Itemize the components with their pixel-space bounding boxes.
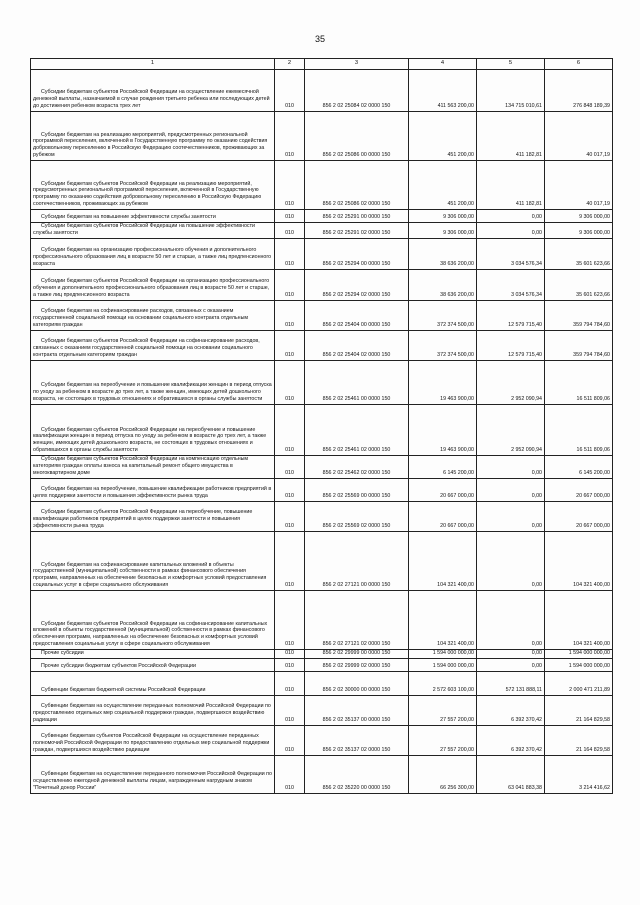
row-kbk-cell: 856 2 02 25084 02 0000 150 [305,70,409,112]
row-kbk-cell: 856 2 02 29999 00 0000 150 [305,650,409,659]
row-remaining-cell: 20 667 000,00 [545,479,613,502]
row-executed-cell: 411 182,81 [477,112,545,161]
row-remaining-cell: 35 601 623,66 [545,270,613,301]
table-row [31,70,613,112]
table-row [31,591,613,650]
row-remaining-cell: 104 321 400,00 [545,532,613,591]
row-approved-cell: 27 557 200,00 [409,696,477,726]
row-code-cell: 010 [275,479,305,502]
row-remaining-cell: 6 145 200,00 [545,456,613,479]
row-executed-cell: 411 182,81 [477,161,545,210]
row-code-cell: 010 [275,456,305,479]
row-remaining-cell: 20 667 000,00 [545,502,613,532]
row-code-cell: 010 [275,331,305,361]
row-approved-cell: 27 557 200,00 [409,726,477,756]
row-kbk-cell: 856 2 02 35137 00 0000 150 [305,696,409,726]
row-name-cell: Субсидии бюджетам субъектов Российской Федерации на компенсацию отдельным категориям граждан оплаты взноса на капитальный ремонт общего имущества в многоквартирном доме [31,456,275,479]
row-kbk-cell: 856 2 02 25462 02 0000 150 [305,456,409,479]
row-code-cell: 010 [275,659,305,672]
row-code-cell: 010 [275,112,305,161]
row-executed-cell: 0,00 [477,210,545,223]
row-code-cell: 010 [275,672,305,696]
row-approved-cell: 104 321 400,00 [409,591,477,650]
row-kbk-cell: 856 2 02 35137 02 0000 150 [305,726,409,756]
row-approved-cell: 9 306 000,00 [409,223,477,239]
row-approved-cell: 372 374 500,00 [409,301,477,331]
row-name-cell: Субсидии бюджетам субъектов Российской Федерации на организацию профессионального обучения и дополнительного профессионального образования лиц в возрасте 50 лет и старше, а также лиц предпенсионного возраста [31,270,275,301]
row-approved-cell: 38 636 200,00 [409,239,477,270]
row-code-cell: 010 [275,161,305,210]
row-kbk-cell: 856 2 02 35220 00 0000 150 [305,756,409,794]
row-kbk-cell: 856 2 02 25086 02 0000 150 [305,161,409,210]
row-approved-cell: 451 200,00 [409,161,477,210]
row-approved-cell: 1 594 000 000,00 [409,659,477,672]
table-row [31,756,613,794]
row-executed-cell: 2 952 090,94 [477,405,545,456]
row-kbk-cell: 856 2 02 25291 00 0000 150 [305,210,409,223]
row-executed-cell: 0,00 [477,502,545,532]
column-number-header: 3 [305,59,409,70]
row-code-cell: 010 [275,726,305,756]
row-name-cell: Субсидии бюджетам субъектов Российской Федерации на повышение эффективности службы занятости [31,223,275,239]
row-code-cell: 010 [275,502,305,532]
row-kbk-cell: 856 2 02 27121 00 0000 150 [305,532,409,591]
row-approved-cell: 372 374 500,00 [409,331,477,361]
row-executed-cell: 0,00 [477,223,545,239]
row-executed-cell: 0,00 [477,479,545,502]
row-code-cell: 010 [275,756,305,794]
column-number-header: 4 [409,59,477,70]
row-executed-cell: 2 952 090,94 [477,361,545,405]
row-kbk-cell: 856 2 02 25569 00 0000 150 [305,479,409,502]
row-remaining-cell: 276 848 189,39 [545,70,613,112]
row-code-cell: 010 [275,301,305,331]
row-approved-cell: 19 463 900,00 [409,405,477,456]
row-approved-cell: 20 667 000,00 [409,502,477,532]
row-executed-cell: 12 579 715,40 [477,331,545,361]
row-executed-cell: 0,00 [477,650,545,659]
table-row [31,502,613,532]
row-code-cell: 010 [275,361,305,405]
row-remaining-cell: 1 594 000 000,00 [545,659,613,672]
table-row [31,456,613,479]
table-row [31,301,613,331]
row-name-cell: Субвенции бюджетам на осуществление переданных полномочий Российской Федерации по предоставлению отдельных мер социальной поддержки граждан, подвергшихся воздействию радиации [31,696,275,726]
table-row [31,532,613,591]
row-approved-cell: 411 563 200,00 [409,70,477,112]
row-remaining-cell: 3 214 416,62 [545,756,613,794]
row-remaining-cell: 40 017,19 [545,161,613,210]
row-approved-cell: 1 594 000 000,00 [409,650,477,659]
row-executed-cell: 0,00 [477,659,545,672]
row-kbk-cell: 856 2 02 27121 02 0000 150 [305,591,409,650]
column-number-header: 2 [275,59,305,70]
row-kbk-cell: 856 2 02 25404 02 0000 150 [305,331,409,361]
row-name-cell: Субвенции бюджетам субъектов Российской Федерации на осуществление переданных полномочий Российской Федерации по предоставлению отдельных мер социальной поддержки граждан, подвергшихся воздействию радиации [31,726,275,756]
row-name-cell: Субсидии бюджетам субъектов Российской Федерации на переобучение, повышение квалификации работников предприятий в целях поддержки занятости и повышения эффективности рынка труда [31,502,275,532]
table-row [31,726,613,756]
table-row [31,223,613,239]
row-executed-cell: 134 715 010,61 [477,70,545,112]
row-remaining-cell: 359 794 784,60 [545,331,613,361]
row-name-cell: Субсидии бюджетам субъектов Российской Федерации на реализацию мероприятий, предусмотренных региональной программой переселения, включенной в Государственную программу по оказанию содействия добровольному переселению в Российскую Федерацию соотечественников, проживающих за рубежом [31,161,275,210]
row-kbk-cell: 856 2 02 25291 02 0000 150 [305,223,409,239]
row-kbk-cell: 856 2 02 30000 00 0000 150 [305,672,409,696]
table-row [31,239,613,270]
row-remaining-cell: 1 594 000 000,00 [545,650,613,659]
row-executed-cell: 6 392 370,42 [477,726,545,756]
row-remaining-cell: 40 017,19 [545,112,613,161]
page-number: 35 [314,34,325,44]
column-number-header: 6 [545,59,613,70]
table-row [31,331,613,361]
row-name-cell: Субвенции бюджетам бюджетной системы Российской Федерации [31,672,275,696]
row-remaining-cell: 9 306 000,00 [545,210,613,223]
row-name-cell: Субсидии бюджетам субъектов Российской Федерации на переобучение и повышение квалификации женщин в период отпуска по уходу за ребенком в возрасте до трех лет, а также женщин, имеющих детей дошкольного возраста, не состоящих в трудовых отношениях и обратившихся в органы службы занятости [31,405,275,456]
column-number-header: 5 [477,59,545,70]
row-remaining-cell: 21 164 829,58 [545,726,613,756]
row-code-cell: 010 [275,650,305,659]
table-row [31,650,613,659]
table-row [31,112,613,161]
budget-table [30,58,613,794]
row-remaining-cell: 16 511 809,06 [545,405,613,456]
table-row [31,696,613,726]
row-name-cell: Субсидии бюджетам на повышение эффективности службы занятости [31,210,275,223]
table-body [31,70,613,794]
row-name-cell: Субвенции бюджетам на осуществление переданного полномочия Российской Федерации по осуществлению ежегодной денежной выплаты лицам, награжденным нагрудным знаком "Почетный донор России" [31,756,275,794]
row-kbk-cell: 856 2 02 25086 00 0000 150 [305,112,409,161]
row-code-cell: 010 [275,223,305,239]
row-kbk-cell: 856 2 02 25461 00 0000 150 [305,361,409,405]
table-row [31,161,613,210]
row-executed-cell: 63 041 883,38 [477,756,545,794]
row-remaining-cell: 9 306 000,00 [545,223,613,239]
row-code-cell: 010 [275,239,305,270]
row-approved-cell: 451 200,00 [409,112,477,161]
row-code-cell: 010 [275,405,305,456]
row-code-cell: 010 [275,532,305,591]
row-name-cell: Субсидии бюджетам субъектов Российской Федерации на софинансирование капитальных вложений в объекты государственной (муниципальной) собственности в рамках финансового обеспечения программ, направленных на обеспечение безопасных и комфортных условий предоставления социальных услуг в сфере социального обслуживания [31,591,275,650]
row-executed-cell: 572 131 888,11 [477,672,545,696]
row-kbk-cell: 856 2 02 25294 00 0000 150 [305,239,409,270]
row-code-cell: 010 [275,70,305,112]
row-name-cell: Субсидии бюджетам на софинансирование расходов, связанных с оказанием государственной социальной помощи на основании социального контракта отдельным категориям граждан [31,301,275,331]
row-approved-cell: 66 256 300,00 [409,756,477,794]
row-approved-cell: 6 145 200,00 [409,456,477,479]
row-kbk-cell: 856 2 02 25569 02 0000 150 [305,502,409,532]
row-approved-cell: 19 463 900,00 [409,361,477,405]
row-name-cell: Субсидии бюджетам на реализацию мероприятий, предусмотренных региональной программой переселения, включенной в Государственную программу по оказанию содействия добровольному переселению в Российскую Федерацию соотечественников, проживающих за рубежом [31,112,275,161]
row-executed-cell: 6 392 370,42 [477,696,545,726]
row-executed-cell: 0,00 [477,456,545,479]
row-approved-cell: 9 306 000,00 [409,210,477,223]
column-number-row [31,59,613,70]
table-row [31,479,613,502]
table-row [31,405,613,456]
row-executed-cell: 3 034 576,34 [477,239,545,270]
row-kbk-cell: 856 2 02 29999 02 0000 150 [305,659,409,672]
row-approved-cell: 2 572 603 100,00 [409,672,477,696]
row-remaining-cell: 2 000 471 211,89 [545,672,613,696]
row-code-cell: 010 [275,270,305,301]
row-name-cell: Субсидии бюджетам на организацию профессионального обучения и дополнительного профессионального образования лиц в возрасте 50 лет и старше, а также лиц предпенсионного возраста [31,239,275,270]
row-name-cell: Прочие субсидии [31,650,275,659]
row-approved-cell: 20 667 000,00 [409,479,477,502]
row-remaining-cell: 35 601 623,66 [545,239,613,270]
table-row [31,210,613,223]
row-name-cell: Субсидии бюджетам субъектов Российской Федерации на осуществление ежемесячной денежной выплаты, назначаемой в случае рождения третьего ребенка или последующих детей до достижения ребенком возраста трех лет [31,70,275,112]
row-kbk-cell: 856 2 02 25461 02 0000 150 [305,405,409,456]
row-remaining-cell: 359 794 784,60 [545,301,613,331]
row-name-cell: Субсидии бюджетам на переобучение и повышение квалификации женщин в период отпуска по уходу за ребенком в возрасте до трех лет, а также женщин, имеющих детей дошкольного возраста, не состоящих в трудовых отношениях и обратившихся в органы службы занятости [31,361,275,405]
table-row [31,270,613,301]
row-executed-cell: 0,00 [477,532,545,591]
row-name-cell: Прочие субсидии бюджетам субъектов Российской Федерации [31,659,275,672]
row-remaining-cell: 21 164 829,58 [545,696,613,726]
table-row [31,659,613,672]
table-row [31,672,613,696]
row-executed-cell: 3 034 576,34 [477,270,545,301]
column-number-header: 1 [31,59,275,70]
row-code-cell: 010 [275,696,305,726]
row-executed-cell: 12 579 715,40 [477,301,545,331]
row-kbk-cell: 856 2 02 25404 00 0000 150 [305,301,409,331]
row-name-cell: Субсидии бюджетам на переобучение, повышение квалификации работников предприятий в целях поддержки занятости и повышения эффективности рынка труда [31,479,275,502]
row-remaining-cell: 16 511 809,06 [545,361,613,405]
table-row [31,361,613,405]
row-name-cell: Субсидии бюджетам субъектов Российской Федерации на софинансирование расходов, связанных с оказанием государственной социальной помощи на основании социального контракта отдельным категориям граждан [31,331,275,361]
row-remaining-cell: 104 321 400,00 [545,591,613,650]
row-executed-cell: 0,00 [477,591,545,650]
row-approved-cell: 38 636 200,00 [409,270,477,301]
row-approved-cell: 104 321 400,00 [409,532,477,591]
row-code-cell: 010 [275,591,305,650]
row-kbk-cell: 856 2 02 25294 02 0000 150 [305,270,409,301]
row-code-cell: 010 [275,210,305,223]
row-name-cell: Субсидии бюджетам на софинансирование капитальных вложений в объекты государственной (муниципальной) собственности в рамках финансового обеспечения программ, направленных на обеспечение безопасных и комфортных условий предоставления социальных услуг в сфере социального обслуживания [31,532,275,591]
